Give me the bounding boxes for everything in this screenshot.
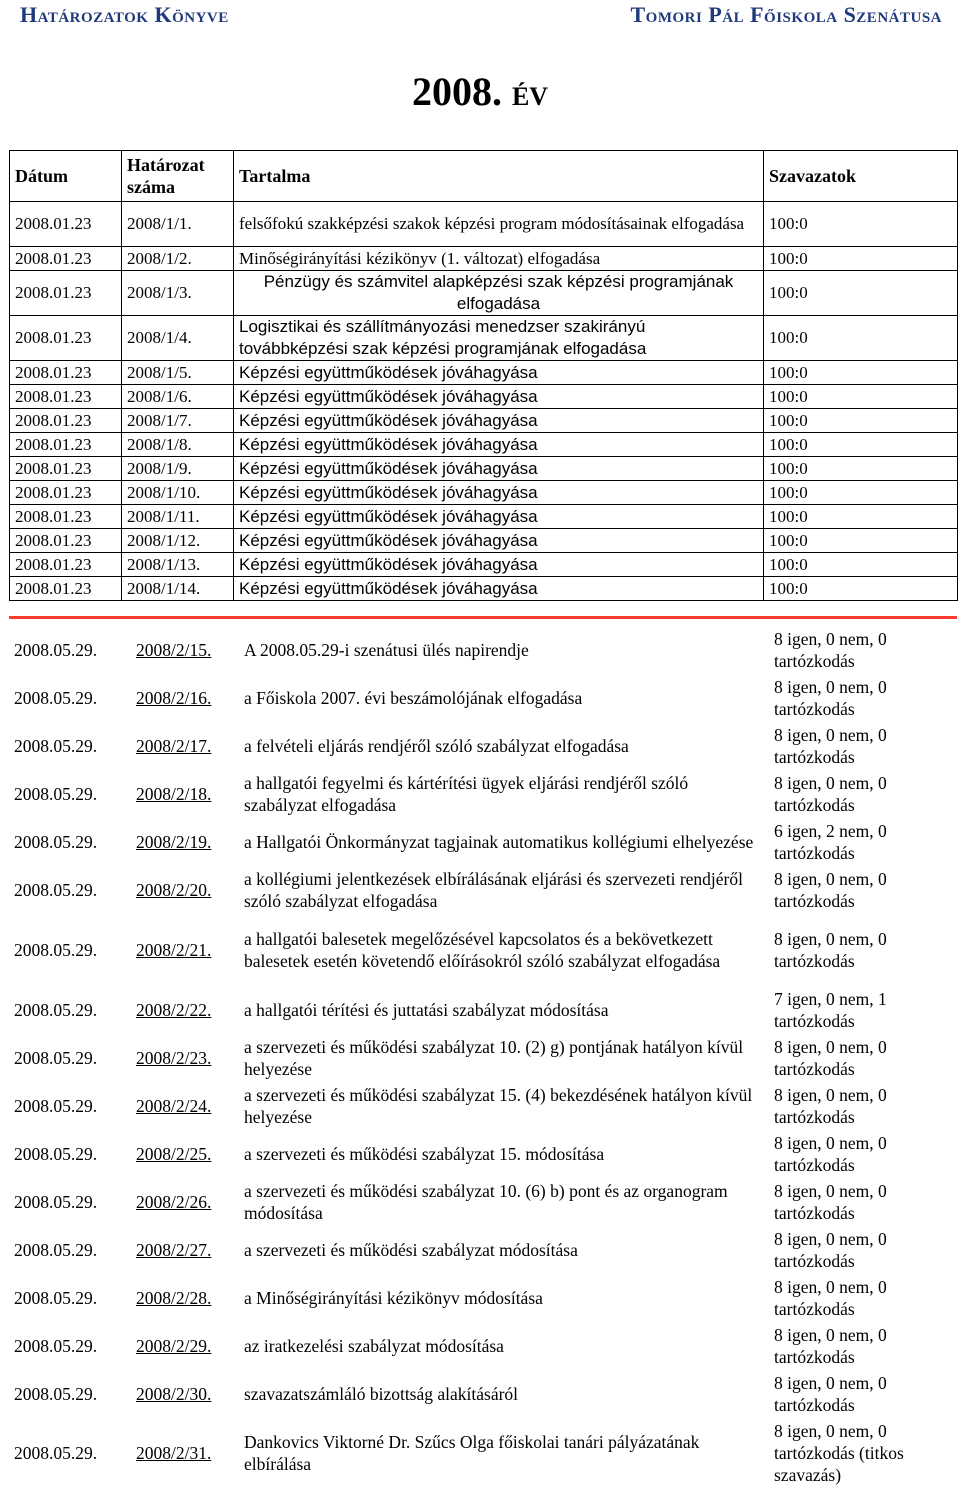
column-header-votes: Szavazatok: [764, 151, 958, 202]
row-date: 2008.01.23: [10, 271, 122, 316]
row-number: 2008/2/19.: [136, 832, 212, 852]
row-date: 2008.01.23: [10, 247, 122, 271]
header-right-title: Tomori Pál Főiskola Szenátusa: [630, 2, 942, 27]
row-date: 2008.05.29.: [14, 880, 98, 900]
column-header-date: Dátum: [10, 151, 122, 202]
row-number: 2008/2/23.: [136, 1048, 212, 1068]
table-row: [9, 1370, 957, 1418]
row-content: a szervezeti és működési szabályzat 15. (4) bekezdésének hatályon kívül helyezése: [244, 1085, 753, 1127]
table-row: [9, 818, 957, 866]
row-number: 2008/2/18.: [136, 784, 212, 804]
row-votes: 8 igen, 0 nem, 0 tartózkodás (titkos szavazás): [774, 1421, 904, 1485]
row-votes: 100:0: [764, 553, 958, 577]
row-votes: 100:0: [764, 361, 958, 385]
table-row: [10, 553, 958, 577]
row-number: 2008/2/25.: [136, 1144, 212, 1164]
year-suffix: ÉV: [511, 82, 549, 111]
row-date: 2008.05.29.: [14, 1336, 98, 1356]
row-content: a Főiskola 2007. évi beszámolójának elfogadása: [244, 688, 583, 708]
row-votes: 8 igen, 0 nem, 0 tartózkodás: [774, 725, 887, 767]
row-content: Képzési együttműködések jóváhagyása: [234, 505, 764, 529]
section-separator: [9, 616, 957, 619]
column-header-content: Tartalma: [234, 151, 764, 202]
row-votes: 100:0: [764, 457, 958, 481]
row-number: 2008/1/13.: [122, 553, 234, 577]
table-row: [10, 247, 958, 271]
row-date: 2008.05.29.: [14, 1048, 98, 1068]
row-votes: 100:0: [764, 271, 958, 316]
row-content: a szervezeti és működési szabályzat módosítása: [244, 1240, 578, 1260]
row-date: 2008.01.23: [10, 433, 122, 457]
row-date: 2008.05.29.: [14, 688, 98, 708]
row-votes: 100:0: [764, 481, 958, 505]
row-date: 2008.01.23: [10, 577, 122, 601]
table-row: [10, 385, 958, 409]
table-row: [9, 866, 957, 914]
row-number: 2008/2/29.: [136, 1336, 212, 1356]
table-row: [9, 674, 957, 722]
row-date: 2008.01.23: [10, 202, 122, 247]
row-number: 2008/2/26.: [136, 1192, 212, 1212]
row-content: Dankovics Viktorné Dr. Szűcs Olga főiskolai tanári pályázatának elbírálása: [244, 1432, 700, 1474]
row-number: 2008/2/28.: [136, 1288, 212, 1308]
resolutions-table-section1: [9, 150, 958, 601]
row-number: 2008/2/16.: [136, 688, 212, 708]
table-row: [9, 1130, 957, 1178]
row-date: 2008.05.29.: [14, 1096, 98, 1116]
row-content: a Minőségirányítási kézikönyv módosítása: [244, 1288, 543, 1308]
row-votes: 8 igen, 0 nem, 0 tartózkodás: [774, 1133, 887, 1175]
row-content: Képzési együttműködések jóváhagyása: [234, 529, 764, 553]
row-votes: 100:0: [764, 316, 958, 361]
row-votes: 100:0: [764, 505, 958, 529]
row-date: 2008.05.29.: [14, 832, 98, 852]
row-number: 2008/1/1.: [122, 202, 234, 247]
year-heading: [0, 68, 960, 115]
row-number: 2008/1/7.: [122, 409, 234, 433]
row-votes: 100:0: [764, 202, 958, 247]
row-content: szavazatszámláló bizottság alakításáról: [244, 1384, 519, 1404]
row-number: 2008/1/8.: [122, 433, 234, 457]
row-date: 2008.01.23: [10, 505, 122, 529]
table-row: [10, 271, 958, 316]
table-row: [10, 529, 958, 553]
row-content: a felvételi eljárás rendjéről szóló szabályzat elfogadása: [244, 736, 629, 756]
row-content: a szervezeti és működési szabályzat 15. módosítása: [244, 1144, 605, 1164]
row-date: 2008.05.29.: [14, 940, 98, 960]
table-row: [9, 1082, 957, 1130]
row-number: 2008/2/15.: [136, 640, 212, 660]
table-row: [10, 457, 958, 481]
row-number: 2008/2/30.: [136, 1384, 212, 1404]
table-row: [9, 770, 957, 818]
row-date: 2008.01.23: [10, 385, 122, 409]
row-date: 2008.05.29.: [14, 1288, 98, 1308]
table-row: [9, 1322, 957, 1370]
table-row: [9, 1178, 957, 1226]
row-content: Képzési együttműködések jóváhagyása: [234, 481, 764, 505]
row-date: 2008.05.29.: [14, 1240, 98, 1260]
row-number: 2008/2/20.: [136, 880, 212, 900]
row-date: 2008.01.23: [10, 457, 122, 481]
row-content: a hallgatói balesetek megelőzésével kapcsolatos és a bekövetkezett balesetek esetén követendő előírásokról szóló szabályzat elfogadása: [244, 929, 721, 971]
row-content: a hallgatói térítési és juttatási szabályzat módosítása: [244, 1000, 609, 1020]
row-votes: 6 igen, 2 nem, 0 tartózkodás: [774, 821, 887, 863]
row-number: 2008/1/6.: [122, 385, 234, 409]
row-date: 2008.05.29.: [14, 784, 98, 804]
row-content: Képzési együttműködések jóváhagyása: [234, 409, 764, 433]
row-number: 2008/2/21.: [136, 940, 212, 960]
row-votes: 8 igen, 0 nem, 0 tartózkodás: [774, 1037, 887, 1079]
row-number: 2008/1/5.: [122, 361, 234, 385]
table-row: [10, 433, 958, 457]
row-date: 2008.05.29.: [14, 736, 98, 756]
table-row: [9, 986, 957, 1034]
row-date: 2008.05.29.: [14, 1144, 98, 1164]
row-content: Minőségirányítási kézikönyv (1. változat) elfogadása: [234, 247, 764, 271]
table-row: [9, 1274, 957, 1322]
row-votes: 8 igen, 0 nem, 0 tartózkodás: [774, 773, 887, 815]
row-date: 2008.01.23: [10, 409, 122, 433]
year-number: 2008.: [411, 69, 502, 114]
row-content: A 2008.05.29-i szenátusi ülés napirendje: [244, 640, 529, 660]
row-date: 2008.05.29.: [14, 1192, 98, 1212]
row-date: 2008.05.29.: [14, 1000, 98, 1020]
row-votes: 8 igen, 0 nem, 0 tartózkodás: [774, 1229, 887, 1271]
row-date: 2008.01.23: [10, 316, 122, 361]
section2-body: [9, 626, 957, 1488]
resolutions-table-section2: [9, 626, 957, 1488]
table-row: [10, 481, 958, 505]
row-number: 2008/1/12.: [122, 529, 234, 553]
table-row: [9, 1034, 957, 1082]
row-votes: 8 igen, 0 nem, 0 tartózkodás: [774, 1277, 887, 1319]
row-content: a szervezeti és működési szabályzat 10. (6) b) pont és az organogram módosítása: [244, 1181, 728, 1223]
row-number: 2008/1/14.: [122, 577, 234, 601]
row-content: Képzési együttműködések jóváhagyása: [234, 553, 764, 577]
row-votes: 8 igen, 0 nem, 0 tartózkodás: [774, 1373, 887, 1415]
row-votes: 8 igen, 0 nem, 0 tartózkodás: [774, 1181, 887, 1223]
row-number: 2008/2/22.: [136, 1000, 212, 1020]
row-number: 2008/2/24.: [136, 1096, 212, 1116]
table-row: [9, 722, 957, 770]
row-content: a hallgatói fegyelmi és kártérítési ügyek eljárási rendjéről szóló szabályzat elfogadása: [244, 773, 689, 815]
row-content: Képzési együttműködések jóváhagyása: [234, 361, 764, 385]
row-number: 2008/1/4.: [122, 316, 234, 361]
row-content: felsőfokú szakképzési szakok képzési program módosításainak elfogadása: [234, 202, 764, 247]
table-row: [10, 409, 958, 433]
row-votes: 8 igen, 0 nem, 0 tartózkodás: [774, 1085, 887, 1127]
column-header-number: Határozat száma: [122, 151, 234, 202]
row-number: 2008/1/3.: [122, 271, 234, 316]
row-votes: 100:0: [764, 529, 958, 553]
table-row: [9, 626, 957, 674]
row-number: 2008/1/11.: [122, 505, 234, 529]
row-votes: 100:0: [764, 247, 958, 271]
row-votes: 8 igen, 0 nem, 0 tartózkodás: [774, 1325, 887, 1367]
row-content: a Hallgatói Önkormányzat tagjainak automatikus kollégiumi elhelyezése: [244, 832, 754, 852]
table-row: [10, 577, 958, 601]
row-content: az iratkezelési szabályzat módosítása: [244, 1336, 504, 1356]
row-content: Képzési együttműködések jóváhagyása: [234, 433, 764, 457]
row-number: 2008/2/17.: [136, 736, 212, 756]
page-header: [0, 2, 960, 30]
table-row: [10, 316, 958, 361]
row-date: 2008.01.23: [10, 361, 122, 385]
row-number: 2008/1/10.: [122, 481, 234, 505]
row-date: 2008.01.23: [10, 481, 122, 505]
table-row: [10, 202, 958, 247]
row-content: a szervezeti és működési szabályzat 10. (2) g) pontjának hatályon kívül helyezése: [244, 1037, 744, 1079]
row-votes: 100:0: [764, 577, 958, 601]
row-content: Képzési együttműködések jóváhagyása: [234, 457, 764, 481]
row-number: 2008/2/31.: [136, 1443, 212, 1463]
header-left-title: Határozatok Könyve: [20, 2, 229, 27]
table-header-row: [10, 151, 958, 202]
row-content: Képzési együttműködések jóváhagyása: [234, 577, 764, 601]
row-date: 2008.05.29.: [14, 640, 98, 660]
row-number: 2008/1/2.: [122, 247, 234, 271]
table-row: [10, 361, 958, 385]
row-date: 2008.01.23: [10, 553, 122, 577]
row-content: Képzési együttműködések jóváhagyása: [234, 385, 764, 409]
row-date: 2008.01.23: [10, 529, 122, 553]
row-number: 2008/2/27.: [136, 1240, 212, 1260]
row-content: a kollégiumi jelentkezések elbírálásának eljárási és szervezeti rendjéről szóló szabályzat elfogadása: [244, 869, 743, 911]
row-votes: 8 igen, 0 nem, 0 tartózkodás: [774, 929, 887, 971]
table-row: [9, 1226, 957, 1274]
row-date: 2008.05.29.: [14, 1443, 98, 1463]
row-votes: 100:0: [764, 409, 958, 433]
row-content: Logisztikai és szállítmányozási menedzser szakirányú továbbképzési szak képzési programjának elfogadása: [234, 316, 764, 361]
row-votes: 7 igen, 0 nem, 1 tartózkodás: [774, 989, 887, 1031]
table-row: [9, 914, 957, 986]
table-row: [9, 1418, 957, 1488]
row-number: 2008/1/9.: [122, 457, 234, 481]
row-content: Pénzügy és számvitel alapképzési szak képzési programjának elfogadása: [234, 271, 764, 316]
row-votes: 100:0: [764, 385, 958, 409]
row-votes: 8 igen, 0 nem, 0 tartózkodás: [774, 629, 887, 671]
section1-body: [10, 202, 958, 601]
row-votes: 8 igen, 0 nem, 0 tartózkodás: [774, 869, 887, 911]
row-votes: 8 igen, 0 nem, 0 tartózkodás: [774, 677, 887, 719]
row-votes: 100:0: [764, 433, 958, 457]
table-row: [10, 505, 958, 529]
row-date: 2008.05.29.: [14, 1384, 98, 1404]
